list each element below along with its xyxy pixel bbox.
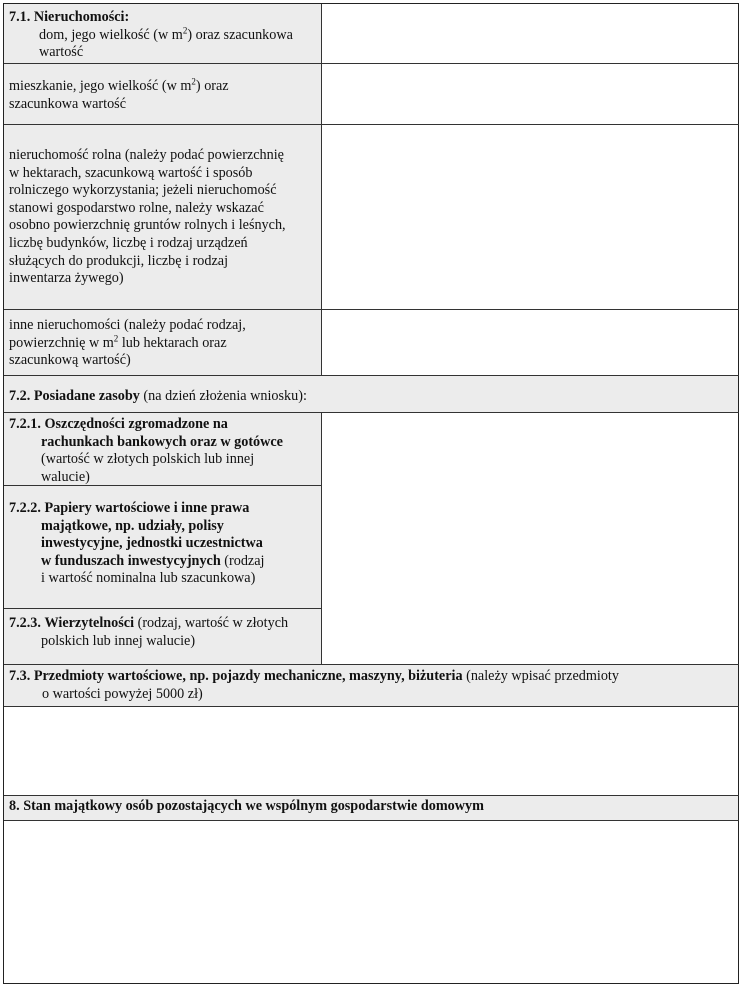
farm-label-line: liczbę budynków, liczbę i rodzaj urządzeń bbox=[9, 234, 248, 251]
securities-answer-field[interactable] bbox=[322, 486, 738, 608]
farm-label-line: osobno powierzchnię gruntów rolnych i leśnych, bbox=[9, 217, 286, 234]
flat-label-line2: szacunkowa wartość bbox=[9, 95, 126, 112]
row-divider bbox=[4, 608, 322, 609]
securities-title-line4: w funduszach inwestycyjnych (rodzaj bbox=[41, 552, 265, 569]
farm-label-line: stanowi gospodarstwo rolne, należy wskazać bbox=[9, 199, 264, 216]
savings-note: (wartość w złotych polskich lub innej bbox=[41, 451, 255, 468]
farm-label-line: w hektarach, szacunkową wartość i sposób bbox=[9, 164, 253, 181]
row-divider bbox=[4, 63, 739, 64]
row-divider bbox=[4, 706, 739, 707]
row-divider bbox=[4, 664, 739, 665]
flat-answer-field[interactable] bbox=[322, 64, 738, 124]
securities-number: 7.2.2. bbox=[9, 500, 41, 516]
valuables-answer-field[interactable] bbox=[4, 707, 738, 795]
other-property-label: inne nieruchomości (należy podać rodzaj, bbox=[9, 317, 246, 333]
section-8-title: 8. Stan majątkowy osób pozostających we wspólnym gospodarstwie domowym bbox=[9, 798, 484, 814]
house-answer-field[interactable] bbox=[322, 4, 738, 63]
receivables-note-line2: polskich lub innej walucie) bbox=[41, 632, 196, 649]
receivables-label-cell bbox=[4, 609, 321, 664]
securities-title: Papiery wartościowe i inne prawa bbox=[44, 500, 250, 516]
securities-title-line3: inwestycyjne, jednostki uczestnictwa bbox=[41, 535, 263, 552]
securities-note: i wartość nominalna lub szacunkowa) bbox=[41, 570, 256, 587]
row-divider bbox=[4, 412, 739, 413]
savings-title: Oszczędności zgromadzone na bbox=[44, 416, 228, 432]
other-property-label-line2: powierzchnię w $m^2$ lub hektarach oraz bbox=[9, 332, 227, 351]
row-divider bbox=[4, 795, 739, 796]
savings-number: 7.2.1. bbox=[9, 416, 41, 432]
valuables-label-cell bbox=[4, 665, 738, 706]
house-label-cell bbox=[4, 4, 321, 63]
farm-label-line: nieruchomość rolna (należy podać powierzchnię bbox=[9, 147, 284, 163]
other-property-label-line3: szacunkową wartość) bbox=[9, 352, 131, 369]
row-divider bbox=[4, 820, 739, 821]
row-divider bbox=[4, 124, 739, 125]
column-divider bbox=[321, 4, 322, 375]
household-assets-answer-field[interactable] bbox=[4, 821, 738, 983]
section-7-1-title: 7.1. Nieruchomości: bbox=[9, 9, 130, 25]
farm-label-cell bbox=[4, 125, 321, 309]
savings-label-cell bbox=[4, 413, 321, 485]
section-7-2-header bbox=[4, 376, 738, 412]
farm-label-line: rolniczego wykorzystania; jeżeli nieruchomość bbox=[9, 182, 277, 199]
valuables-note: (należy wpisać przedmioty bbox=[462, 668, 619, 684]
farm-label-line: służących do produkcji, liczbę i rodzaj bbox=[9, 252, 229, 269]
house-label: dom, jego wielkość (w $m^2$) oraz szacunkowa bbox=[39, 24, 293, 43]
securities-label-cell bbox=[4, 486, 321, 608]
flat-label-cell bbox=[4, 64, 321, 124]
securities-title-line2: majątkowe, np. udziały, polisy bbox=[41, 517, 224, 534]
savings-note-line2: walucie) bbox=[41, 468, 90, 485]
other-property-answer-field[interactable] bbox=[322, 310, 738, 375]
other-property-label-cell bbox=[4, 310, 321, 375]
row-divider bbox=[4, 309, 739, 310]
receivables-number: 7.2.3. bbox=[9, 615, 41, 631]
row-divider bbox=[4, 485, 322, 486]
column-divider bbox=[321, 412, 322, 665]
receivables-note: (rodzaj, wartość w złotych bbox=[134, 615, 289, 631]
section-7-2-subtitle: (na dzień złożenia wniosku): bbox=[139, 388, 307, 404]
house-label-line2: wartość bbox=[39, 44, 84, 61]
valuables-note-line2: o wartości powyżej 5000 zł) bbox=[42, 685, 203, 702]
row-divider bbox=[4, 375, 739, 376]
section-7-2-title: 7.2. Posiadane zasoby bbox=[9, 388, 140, 404]
valuables-title: 7.3. Przedmioty wartościowe, np. pojazdy mechaniczne, maszyny, biżuteria bbox=[9, 668, 463, 684]
savings-answer-field[interactable] bbox=[322, 413, 738, 485]
receivables-title: Wierzytelności bbox=[44, 615, 135, 631]
receivables-answer-field[interactable] bbox=[322, 609, 738, 664]
savings-title-line2: rachunkach bankowych oraz w gotówce bbox=[41, 433, 283, 450]
flat-label: mieszkanie, jego wielkość (w $m^2$) oraz bbox=[9, 76, 229, 94]
household-assets-header bbox=[4, 796, 738, 820]
farm-label-line: inwentarza żywego) bbox=[9, 270, 124, 287]
farm-answer-field[interactable] bbox=[322, 125, 738, 309]
